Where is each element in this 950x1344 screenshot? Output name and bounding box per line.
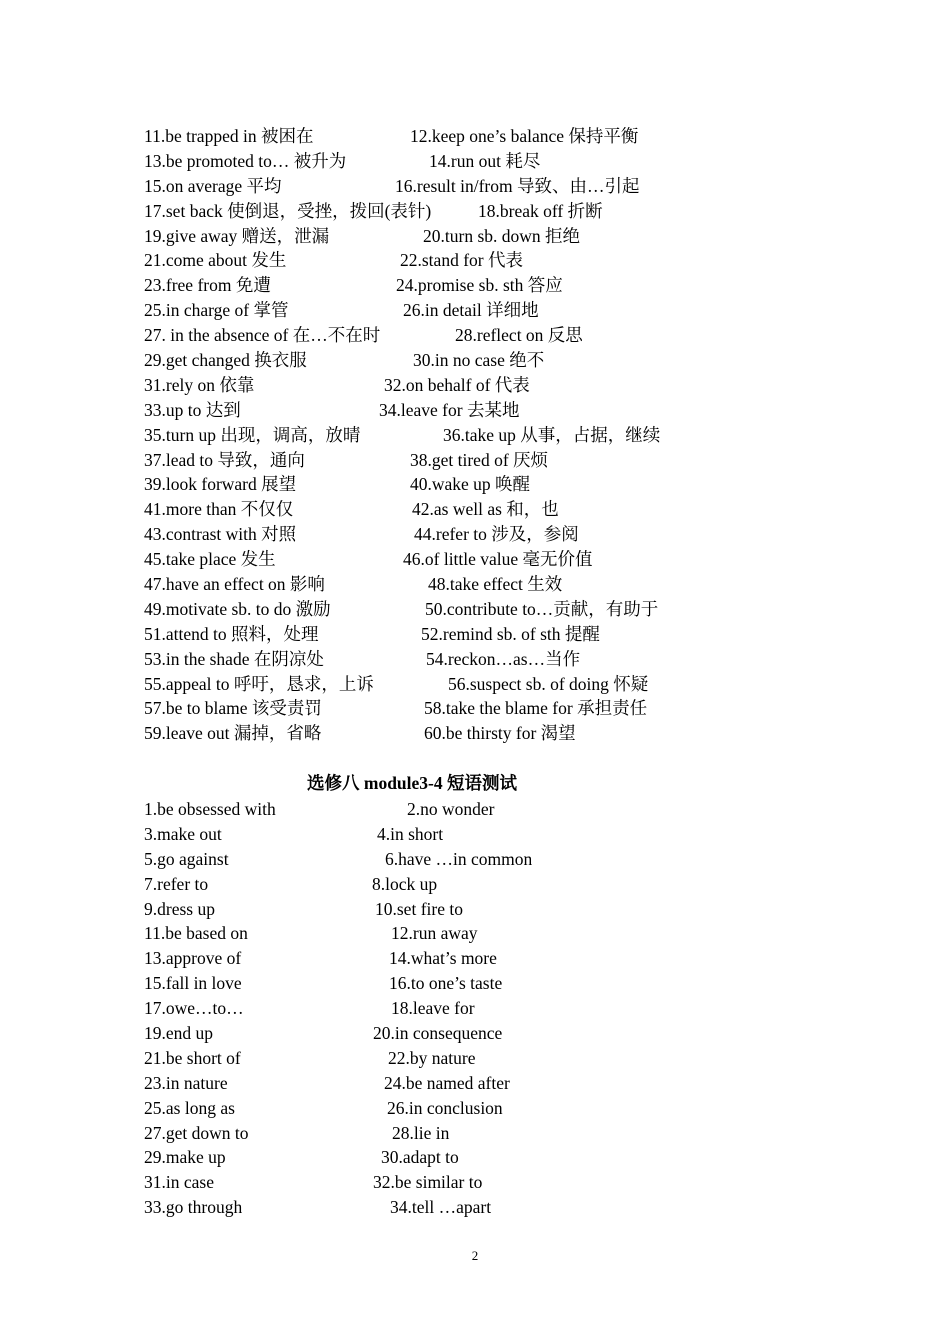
phrase-left: 55.appeal to 呼吁，恳求，上诉 [144,673,374,694]
phrase-right: 22.by nature [388,1047,476,1068]
phrase-right: 24.be named after [384,1072,510,1093]
phrase-left: 51.attend to 照料，处理 [144,623,319,644]
phrase-left: 3.make out [144,823,222,844]
phrase-left: 11.be trapped in 被困在 [144,126,314,146]
phrase-left: 15.on average 平均 [144,175,282,196]
phrase-right: 20.turn sb. down 拒绝 [423,225,581,246]
phrase-left: 29.get changed 换衣服 [144,350,307,371]
phrase-right: 4.in short [377,823,444,844]
phrase-left: 31.rely on 依靠 [144,374,255,395]
phrase-left: 13.approve of [144,948,242,969]
phrase-right: 14.what’s more [389,948,497,969]
phrase-right: 28.lie in [392,1122,450,1143]
phrase-left: 27.get down to [144,1122,249,1143]
phrase-right: 14.run out 耗尽 [429,150,541,171]
phrase-left: 17.owe…to… [144,998,244,1019]
phrase-right: 20.in consequence [373,1023,503,1044]
phrase-right: 26.in detail 详细地 [403,300,539,321]
phrase-right: 30.in no case 绝不 [413,350,545,371]
page-number: 2 [471,1248,479,1263]
phrase-left: 59.leave out 漏掉，省略 [144,723,322,744]
phrase-right: 26.in conclusion [387,1097,503,1118]
phrase-right: 42.as well as 和，也 [412,499,559,520]
phrase-left: 53.in the shade 在阴凉处 [144,648,324,669]
phrase-left: 11.be based on [144,923,248,944]
phrase-right: 58.take the blame for 承担责任 [424,698,648,719]
phrase-right: 52.remind sb. of sth 提醒 [421,623,600,644]
phrase-right: 16.to one’s taste [389,973,503,994]
phrase-right: 30.adapt to [381,1147,459,1168]
phrase-left: 41.more than 不仅仅 [144,499,294,520]
phrase-left: 9.dress up [144,898,215,919]
phrase-left: 23.free from 免遭 [144,275,271,296]
phrase-left: 33.go through [144,1197,243,1218]
phrase-right: 6.have …in common [385,848,533,869]
phrase-left: 37.lead to 导致，通向 [144,449,305,470]
phrase-left: 19.give away 赠送，泄漏 [144,225,330,246]
phrase-left: 35.turn up 出现，调高，放晴 [144,424,361,445]
phrase-right: 60.be thirsty for 渴望 [424,723,576,744]
phrase-left: 15.fall in love [144,973,242,994]
phrase-left: 7.refer to [144,873,209,894]
phrase-left: 43.contrast with 对照 [144,524,297,545]
phrase-right: 34.tell …apart [390,1197,492,1218]
phrase-left: 39.look forward 展望 [144,474,297,495]
phrase-right: 48.take effect 生效 [428,574,563,595]
phrase-left: 21.come about 发生 [144,250,287,271]
phrase-left: 25.as long as [144,1097,235,1118]
phrase-right: 12.keep one’s balance 保持平衡 [410,126,639,146]
phrase-left: 1.be obsessed with [144,799,276,819]
phrase-right: 8.lock up [372,873,438,894]
section-title: 选修八 module3-4 短语测试 [307,773,517,793]
phrase-right: 2.no wonder [407,799,495,819]
phrase-left: 17.set back 使倒退，受挫，拨回(表针) [144,200,432,221]
phrase-right: 50.contribute to…贡献，有助于 [425,598,659,619]
phrase-left: 57.be to blame 该受责罚 [144,698,322,719]
phrase-right: 16.result in/from 导致、由…引起 [395,175,640,196]
phrase-right: 32.be similar to [373,1172,483,1193]
phrase-right: 10.set fire to [375,898,463,919]
phrase-left: 27. in the absence of 在…不在时 [144,325,381,346]
phrase-left: 19.end up [144,1023,214,1044]
phrase-right: 24.promise sb. sth 答应 [396,275,563,296]
phrase-left: 45.take place 发生 [144,549,276,570]
phrase-right: 44.refer to 涉及，参阅 [414,524,579,545]
phrase-left: 31.in case [144,1172,214,1193]
phrase-right: 38.get tired of 厌烦 [410,449,549,470]
phrase-left: 49.motivate sb. to do 激励 [144,598,331,619]
phrase-right: 32.on behalf of 代表 [384,374,530,395]
phrase-right: 28.reflect on 反思 [455,325,583,346]
phrase-right: 18.break off 折断 [478,200,603,221]
phrase-right: 22.stand for 代表 [400,250,523,271]
phrase-left: 5.go against [144,848,229,869]
phrase-right: 54.reckon…as…当作 [426,648,581,669]
phrase-right: 18.leave for [391,998,475,1019]
phrase-right: 46.of little value 毫无价值 [403,549,593,570]
phrase-right: 34.leave for 去某地 [379,399,520,420]
phrase-left: 23.in nature [144,1072,228,1093]
phrase-left: 29.make up [144,1147,226,1168]
phrase-right: 56.suspect sb. of doing 怀疑 [448,673,649,694]
phrase-right: 40.wake up 唤醒 [410,474,531,495]
phrase-left: 33.up to 达到 [144,399,241,420]
phrase-left: 47.have an effect on 影响 [144,574,325,595]
phrase-right: 12.run away [391,923,478,944]
phrase-left: 13.be promoted to… 被升为 [144,150,347,171]
phrase-left: 21.be short of [144,1047,241,1068]
phrase-left: 25.in charge of 掌管 [144,300,289,321]
phrase-right: 36.take up 从事，占据，继续 [443,424,661,445]
